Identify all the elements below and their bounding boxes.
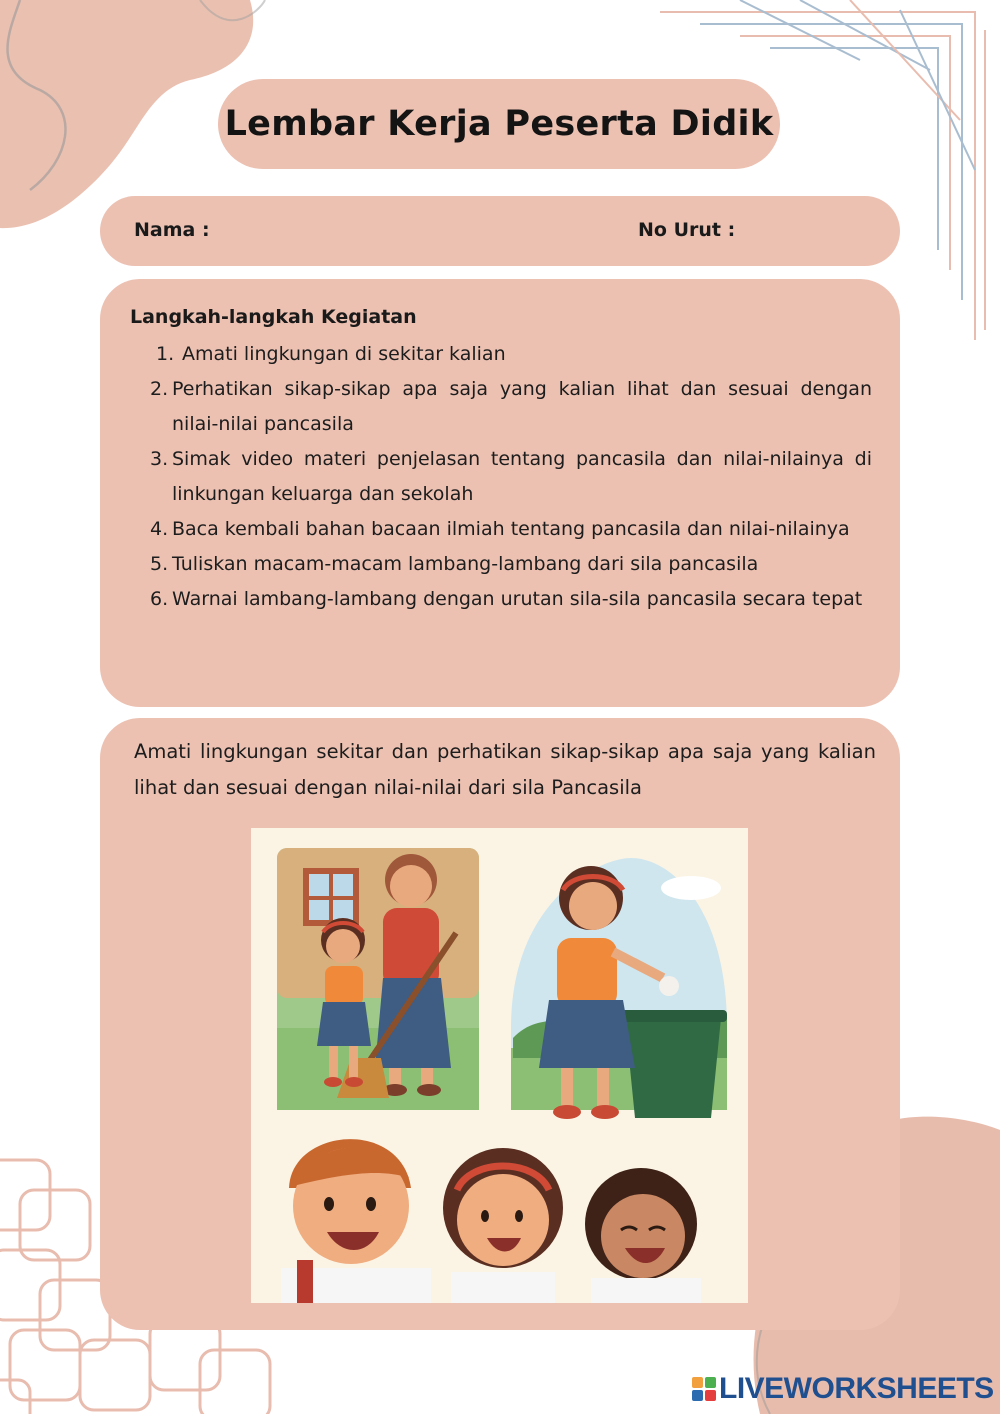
list-item <box>150 512 872 547</box>
step-number: 4. <box>150 518 169 540</box>
step-number: 1. <box>156 343 175 365</box>
title-banner <box>218 79 780 169</box>
step-text: Tuliskan macam-macam lambang-lambang dari sila pancasila <box>172 553 759 575</box>
steps-card <box>100 279 900 707</box>
step-text: Baca kembali bahan bacaan ilmiah tentang pancasila dan nilai-nilainya <box>172 518 850 540</box>
step-number: 3. <box>150 448 169 470</box>
logo-text: LIVEWORKSHEETS <box>719 1372 994 1405</box>
step-number: 5. <box>150 553 169 575</box>
observation-instruction: Amati lingkungan sekitar dan perhatikan sikap-sikap apa saja yang kalian lihat dan sesuai dengan nilai-nilai dari sila Pancasila <box>134 740 876 799</box>
student-info-bar <box>100 196 900 266</box>
name-label: Nama : <box>134 219 210 241</box>
liveworksheets-logo[interactable] <box>692 1371 994 1407</box>
steps-list <box>150 337 872 617</box>
liveworksheets-logo-icon <box>692 1377 716 1401</box>
sweeping-scene <box>277 848 479 1110</box>
page-title: Lembar Kerja Peserta Didik <box>224 104 774 144</box>
list-item <box>150 372 872 442</box>
step-text: Amati lingkungan di sekitar kalian <box>182 343 506 365</box>
list-item <box>150 582 872 617</box>
step-number: 2. <box>150 378 169 400</box>
list-item <box>150 442 872 512</box>
list-item <box>150 547 872 582</box>
children-illustration-icon <box>251 828 748 1303</box>
number-label: No Urut : <box>638 219 736 241</box>
observation-card <box>100 718 900 1330</box>
step-number: 6. <box>150 588 169 610</box>
list-item <box>150 337 872 372</box>
top-left-blob <box>0 0 253 228</box>
steps-heading: Langkah-langkah Kegiatan <box>130 306 417 328</box>
step-text: Warnai lambang-lambang dengan urutan sila-sila pancasila secara tepat <box>172 588 863 610</box>
step-text: Perhatikan sikap-sikap apa saja yang kalian lihat dan sesuai dengan nilai-nilai pancasila <box>172 378 872 435</box>
step-text: Simak video materi penjelasan tentang pancasila dan nilai-nilainya di linkungan keluarga dan sekolah <box>172 448 872 505</box>
